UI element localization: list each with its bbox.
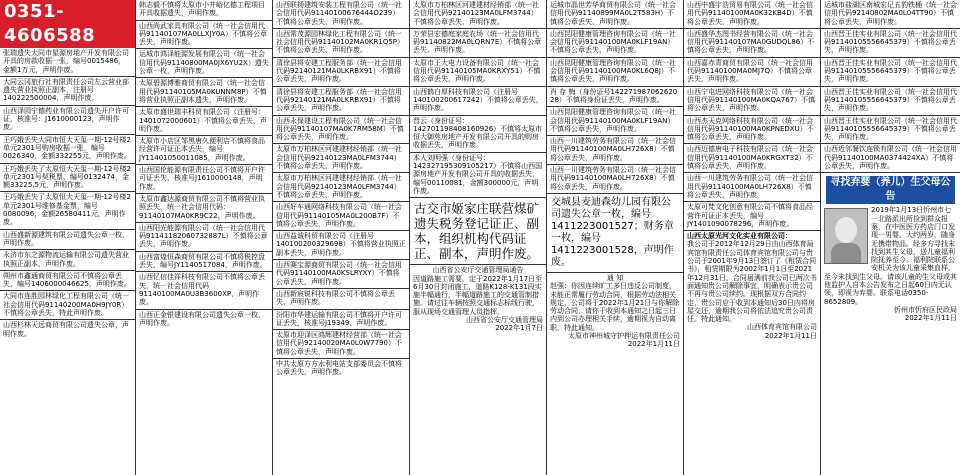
notice: 山西昆阳健康管理咨询有限公司（统一社会信用代码91140100MA0KLF19AN）不慎将公章丢失，声明作废。 [547, 29, 683, 58]
search-notice-title: 寻找弃婴（养儿）生父母公告 [826, 176, 955, 204]
column-7 [821, 0, 960, 475]
notice: 山西新宸锐科技有限公司不慎将公章丢失，声明作废。 [273, 289, 409, 310]
notice: 山西好车通网络科技有限公司（统一社会信用代码91140105MA0L200B7F）不慎将公章丢失，声明作废。 [273, 202, 409, 231]
notice: 山西常茂源园林绿化工程有限公司（统一社会信用代码91140102MA0KR1Q5P）不慎将公章丢失，声明作废。 [273, 29, 409, 58]
phone-number-header: 0351-4606588 [0, 0, 135, 48]
lease-notice-signer: 山西体育宾馆有限公司 [747, 323, 817, 332]
notice: 太原市王大电力设备有限公司（统一社会信用代码91140105MA0KRXY51）不慎将公章丢失，声明作废。 [410, 58, 546, 87]
notice: 太原市万柏林区河建建材经销部（统一社会信用代码92140123MA0LFM3744）不慎将公章丢失，声明作废。 [410, 0, 546, 29]
notice: 永济市东之源物流运输有限公司遗失营业执照正副本，声明作废。 [0, 250, 135, 271]
notice: 张瑞遗失大同市星源房地产开发有限公司开具的房款收据一张，编号0015486，金额1万元，声明作废。 [0, 48, 135, 77]
notice: 太原市鑫达源商贸有限公司不慎将营业执照丢失，统一社会信用代码：91140107MA0KR9C22，声明作废。 [136, 194, 272, 223]
notice: 山西昆阳健康管理咨询有限公司（统一社会信用代码91140100MA0KLF19AN）不慎将公章丢失，声明作废。 [547, 107, 683, 136]
notice: 山西联扬建筑安装工程有限公司（统一社会信用代码91140100676444O239）不慎将公章丢失，声明作废。 [273, 0, 409, 29]
notice: 清徐县将安建工程服务部（统一社会信用代码92140121MA0LKRBX91）不慎将公章丢失，声明作废。 [273, 87, 409, 116]
notice: 韩志毅不慎将太原市小井峪亿德工程项目开具收据遗失，声明作废。 [136, 0, 272, 21]
road-notice-body: 因道路施工需要，定于2022年1月17日至6月30日封闭施工，道路K128-K131段实施半幅通行，半幅道路施工的交通管制措施。请过往车辆按照交通标志标线行驶，服从现场交通管理人员指挥。 [413, 274, 543, 316]
notice: 山西忆信佳祥科技有限公司不慎将公章丢失，统一社会信用代码91140100MA0U3B3600XP，声明作废。 [136, 272, 272, 309]
notice: 太原市万柏林区河建建材经销部（统一社会信用代码92140123MA0LFM3744）不慎将公章丢失，声明作废。 [273, 144, 409, 173]
notice: 太原碧源博雅商贸有限公司（统一社会信用代码91140105MA0KUNNM8P）不慎将营业执照正副本遗失，声明作废。 [136, 78, 272, 107]
notice: 山西尚武家具有限公司（统一社会信用代码91140107MA0LLXJY0A）不慎将公章丢失，声明作废。 [136, 21, 272, 50]
search-notice-body: 2019年1月13日忻州市七一北路派出所捡到群众报案，在中医医方药店门口发现一男婴，大约两岁，随身无携带物品。经多方寻找未找到其生父母，送儿童福利院抚养至今。福利院联系公安机关为该儿童采集血样，至今未找到生父母。请该儿童的生父母或其他监护人自本公告发布之日起60日内无认领，即视为弃婴。联系电话0350-8652809。 [824, 206, 957, 306]
notice: 山西永保建设工程有限公司（统一社会信用代码91140107MA0K7RM58M）不慎将公章丢失，声明作废。 [273, 116, 409, 145]
notice: 山西晋王佳实业有限公司（统一社会信用代码91140105556645379）不慎将公章丢失，声明作废。 [821, 87, 960, 116]
notice: 山西宁屯进网络科技有限公司（统一社会信用代码91140100MA0KQA767）不慎将公章丢失，声明作废。 [684, 87, 820, 116]
column-4 [410, 0, 547, 475]
notice: 运城市鸿泽能源发展有限公司（统一社会信用代码91140800MA0JX6YU2X）遗失公章一枚，声明作废。 [136, 49, 272, 78]
notice: 山西鹤白厚科技有限公司（注册号140100200617242）不慎将公章丢失，声明作废。 [410, 87, 546, 116]
termination-notice-date: 2022年1月11日 [627, 340, 680, 349]
lease-notice [684, 231, 820, 342]
notice: 运城市晶世芳华商贸有限公司（统一社会信用代码91140899MA0L2T583H）不慎将公章丢失，声明作废。 [547, 0, 683, 29]
notice: 肖 存 梅（身份证号142271987062620 28）不慎将身份证丢失，声明作废。 [547, 87, 683, 108]
notice: 山西晋王佳实业有限公司（统一社会信用代码91140105556645379）不慎将公章丢失，声明作废。 [821, 29, 960, 58]
search-notice-signer: 忻州市忻府区民政局 [894, 305, 957, 314]
search-notice-date: 2022年1月11日 [904, 314, 957, 323]
column-6 [684, 0, 821, 475]
notice: 中共太原方方水利电站支部委员会不慎将公章丢失，声明作废。 [276, 359, 402, 377]
notice: 太原市万柏林区河建建材经销部（统一社会信用代码92140123MA0LFM3744）不慎将公章丢失，声明作废。 [273, 173, 409, 202]
termination-notice-title: 通 知 [606, 273, 624, 282]
notice: 太原可梵文化创意有限公司不慎将食品经营许可证正本丢失，编号JY1401090078296，声明作废。 [684, 202, 820, 231]
notice: 山西昆阳健康管理咨询有限公司（统一社会信用代码91140100MA0KL6Q8J）不慎将公章丢失，声明作废。 [547, 58, 683, 87]
notice: 山西赛宝源商贸有限公司（统一社会信用代码91140100MA0KSLRYXY）不慎将公章丢失，声明作废。 [273, 260, 409, 289]
notice: 大同市连胜园林绿化工程有限公司（统一社会信用代码91140200MA0H9JY0R）不慎将公章丢失，特此声明作废。 [0, 291, 135, 320]
lease-notice-body: 我公司于2012年12月29日由山西体育局宾馆有限责任公司体育宾馆有限公司与贵公司于2001年9月13日签订了《租赁合同书》，租赁期限为2002年1月1日至2021年12月31日，合同届满前我公司已两次书面通知贵公司解除事宜，明确表示贵公司不再与贵公司续约。现根据双方合同约定，贵公司应于收到本通知后30日内将房屋交还，逾期我公司将依法追究贵公司责任。特此通知。 [687, 240, 817, 324]
notice: 本人刘明强（身份证号：142327195309105217）不慎将山西国源房地产开发有限公司开具的收据丢失，编号00110081，金额300000元，声明作废。 [410, 153, 546, 198]
termination-notice [547, 273, 683, 351]
column-2 [136, 0, 273, 475]
notice: 山西近邻餐饮连锁有限公司（统一社会信用代码91140100MA0374424XA）不慎将公章丢失，声明作废。 [821, 144, 960, 173]
lease-notice-date: 2022年1月11日 [764, 331, 817, 340]
notice: 山西泽园宁德药业有限公司遗失开户许可证，核准号：J1610000123，声明作废。 [0, 106, 135, 135]
road-notice-date: 2022年1月7日 [495, 324, 543, 333]
notice: 山西杰天克网络科技有限公司（统一社会信用代码91140100MA0KPNEDXU）不慎将公章丢失，声明作废。 [684, 116, 820, 145]
notice: 山西国伦能源有限责任公司不慎将开户许可证丢失，核准号J1610000148，声明作废。 [136, 165, 272, 194]
featured-notice: 古交市姬家庄联营煤矿遗失税务登记证正、副本，组织机构代码证正、副本，声明作废。 [410, 198, 546, 265]
notice: 太原市迎泽区鸿辉建材经营部（统一社会信用代码92140020MA0L0W7790）不慎将公章丢失，声明作废。 [273, 330, 409, 359]
notice: 山西迈德唐电子科技有限公司（统一社会信用代码91140100MA0KRGXT32）不慎将公章丢失，声明作废。 [684, 144, 820, 173]
column-3 [273, 0, 410, 475]
termination-notice-body: 赵强：你因连续旷工多日违反公司制度，未能正常履行劳动合同，根据劳动法相关规定，公司将于2022年1月21日与你解除劳动合同，请你于收到本通知之日起三日内到公司办理相关手续，逾期视为自动离职，特此通知。 [550, 282, 680, 332]
notice: 万荣县宏德庭家庭农场（统一社会信用代码91140822MA0LQRN7E）不慎将公章丢失，声明作废。 [410, 29, 546, 58]
notice: 太原市小店区邹黑唐久便利店不慎将食品经营许可证正本丢失，编号JY11401050011085，声明作废。 [136, 136, 272, 165]
notice: 运城市盐湖区南城宏记五豹铁桶（统一社会信用代码92140802MA0L04TT90）不慎将公章丢失，声明作废。 [821, 0, 960, 29]
notice: 太原市盛世瑞丰科贸有限公司（注册号：1401072000601）不慎将公章丢失，声明作废。 [136, 107, 272, 136]
notice: 山西晋王佳实业有限公司（统一社会信用代码91140105556645379）不慎将公章丢失，声明作废。 [821, 58, 960, 87]
notice: 山西杉林天远商贸有限公司遗失公章，声明作废。 [3, 321, 129, 338]
notice: 清徐县将安建工程服务部（统一社会信用代码92140121MA0LKRBX91）不慎将公章丢失，声明作废。 [273, 58, 409, 87]
featured-notice: 交城县麦迪森幼儿园有限公司遗失公章一枚，编号1411223001527；财务章一枚，编号1411223001528，声明作废。 [547, 194, 683, 273]
notice: 山西益诚科贸有限公司（注册号140100200329698）不慎将营业执照正副本丢失，声明作废。 [273, 231, 409, 260]
notice: 王巧娥丢失了太原恒大天玺一期-12号楼2单元2301号契税票，编号0132474，金额33225.5元，声明作废。 [0, 164, 135, 193]
road-notice [410, 265, 546, 334]
road-notice-signer: 山西省公安厅交通管理局 [466, 316, 543, 325]
notice: 王巧娥丢失了太原恒大天玺一期-12号楼2单元2301号维修基金票，编号0080096，金额26580411元，声明作废。 [0, 192, 135, 229]
lease-notice-title: 山西太原光河文化实业有限公司： [687, 232, 792, 241]
baby-photo [824, 208, 868, 264]
search-notice [821, 173, 960, 324]
notice: 晋云（身份证号：142701198408160926）不慎将太原市恒大御苑房地产开发有限公司开具的购房收据丢失，声明作废。 [410, 116, 546, 153]
notice: 山西中盛宇浩贸易有限公司（统一社会信用代码91140100MA0K32KB4D）不慎将公章丢失，声明作废。 [684, 0, 820, 29]
notice: 山西富煌恒森商贸有限公司不慎将税控盘丢失，编号JY1140517084，声明作废。 [136, 252, 272, 273]
notice: 山西晋王佳实业有限公司（统一社会信用代码91140105556645379）不慎将公章丢失，声明作废。 [821, 116, 960, 145]
notice: 朔州市鑫通商贸有限公司不慎将公章丢失，编号1406000046625，声明作废。 [0, 271, 135, 292]
notice: 山西一川建筑劳务有限公司（统一社会信用代码91140100MA0LH726X8）不慎将公章丢失，声明作废。 [684, 173, 820, 202]
notice: 王巧娥丢失大同市恒大天玺一期-12号楼2单元2301号购房收据一张，编号0026340，金额332255元，声明作废。 [0, 135, 135, 164]
notice: 汾阳市华建运输有限公司不慎将开户许可证丢失，核准号J19349，声明作废。 [273, 310, 409, 331]
road-notice-title: 山西省公安厅交通管理局通告 [432, 266, 524, 275]
termination-notice-signer: 太原市神州城守护押运有限责任公司 [568, 332, 680, 341]
column-5 [547, 0, 684, 475]
notice: 山西盛新源建筑有限公司遗失公章一枚，声明作废。 [0, 230, 135, 251]
notice: 山西一川建筑劳务有限公司（统一社会信用代码91140100MA0LH726X8）不慎将公章丢失，声明作废。 [547, 165, 683, 194]
notice: 山西一川建筑劳务有限公司（统一社会信用代码91140100MA0LH726X8）不慎将公章丢失，声明作废。 [547, 136, 683, 165]
notice: 大同云冈旅行社有限责任公司左云营业部遗失营业执照正副本，注册号140222500004，声明作废。 [0, 77, 135, 106]
notice: 山西嘉赤青商贸有限公司（统一社会信用代码91140100MA0MJ7Q）不慎将公章丢失，声明作废。 [684, 58, 820, 87]
notice: 山西阳光能源有限公司（统一社会信用代码91141182060732887L）不慎将公章丢失，声明作废。 [136, 223, 272, 252]
notice: 山西正金银建设有限公司遗失公章一枚，声明作废。 [139, 310, 265, 327]
notice: 山西盛华杰图书经营有限公司（统一社会信用代码91140107MA0GUDQL86）不慎将公章丢失，声明作废。 [684, 29, 820, 58]
column-1 [0, 0, 136, 475]
